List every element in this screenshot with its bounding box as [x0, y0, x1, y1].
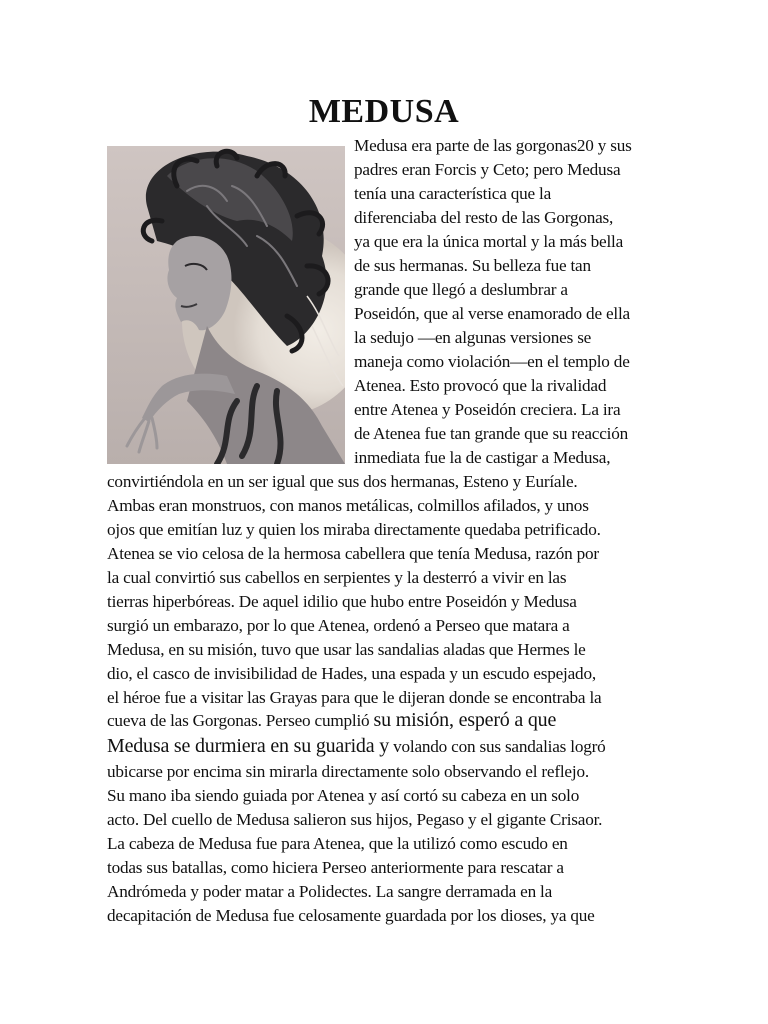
text-line: tierras hiperbóreas. De aquel idilio que hubo entre Poseidón y Medusa: [107, 592, 577, 611]
text-line: Medusa, en su misión, tuvo que usar las sandalias aladas que Hermes le: [107, 640, 586, 659]
text-line: Andrómeda y poder matar a Polidectes. La sangre derramada en la: [107, 882, 553, 901]
text-line: inmediata fue la de castigar a Medusa,: [354, 448, 611, 467]
text-line: tenía una característica que la: [354, 184, 552, 203]
text-line: todas sus batallas, como hiciera Perseo anteriormente para rescatar a: [107, 858, 564, 877]
text-line: Su mano iba siendo guiada por Atenea y así cortó su cabeza en un solo: [107, 786, 580, 805]
text-line: entre Atenea y Poseidón creciera. La ira: [354, 400, 621, 419]
text-line: la sedujo —en algunas versiones se: [354, 328, 592, 347]
text-line: surgió un embarazo, por lo que Atenea, ordenó a Perseo que matara a: [107, 616, 570, 635]
text-run-large: Medusa se durmiera en su guarida y: [107, 735, 389, 757]
text-run: cueva de las Gorgonas. Perseo cumplió: [107, 711, 374, 730]
text-line: decapitación de Medusa fue celosamente guardada por los dioses, ya que: [107, 906, 595, 925]
text-line: padres eran Forcis y Ceto; pero Medusa: [354, 160, 621, 179]
text-line: Atenea se vio celosa de la hermosa cabellera que tenía Medusa, razón por: [107, 544, 599, 563]
text-line: Atenea. Esto provocó que la rivalidad: [354, 376, 607, 395]
text-line: el héroe fue a visitar las Grayas para que le dijeran donde se encontraba la: [107, 688, 602, 707]
text-line: Medusa era parte de las gorgonas20 y sus: [354, 136, 632, 155]
text-line: de Atenea fue tan grande que su reacción: [354, 424, 629, 443]
text-line: convirtiéndola en un ser igual que sus dos hermanas, Esteno y Euríale.: [107, 472, 578, 491]
text-run-large: su misión, esperó a que: [373, 709, 557, 731]
text-run: volando con sus sandalias logró: [389, 737, 606, 756]
text-line: diferenciaba del resto de las Gorgonas,: [354, 208, 614, 227]
text-line: [107, 708, 556, 733]
text-line: maneja como violación—en el templo de: [354, 352, 630, 371]
text-line: La cabeza de Medusa fue para Atenea, que la utilizó como escudo en: [107, 834, 568, 853]
text-line: acto. Del cuello de Medusa salieron sus hijos, Pegaso y el gigante Crisaor.: [107, 810, 603, 829]
text-line: dio, el casco de invisibilidad de Hades, una espada y un escudo espejado,: [107, 664, 596, 683]
text-line: la cual convirtió sus cabellos en serpientes y la desterró a vivir en las: [107, 568, 567, 587]
text-line: ubicarse por encima sin mirarla directamente solo observando el reflejo.: [107, 762, 589, 781]
text-line: ojos que emitían luz y quien los miraba directamente quedaba petrificado.: [107, 520, 601, 539]
text-line: [107, 734, 606, 759]
page-title: MEDUSA: [308, 93, 460, 130]
text-line: grande que llegó a deslumbrar a: [354, 280, 568, 299]
text-line: ya que era la única mortal y la más bella: [354, 232, 624, 251]
text-line: Poseidón, que al verse enamorado de ella: [354, 304, 630, 323]
text-line: Ambas eran monstruos, con manos metálicas, colmillos afilados, y unos: [107, 496, 589, 515]
text-line: de sus hermanas. Su belleza fue tan: [354, 256, 591, 275]
